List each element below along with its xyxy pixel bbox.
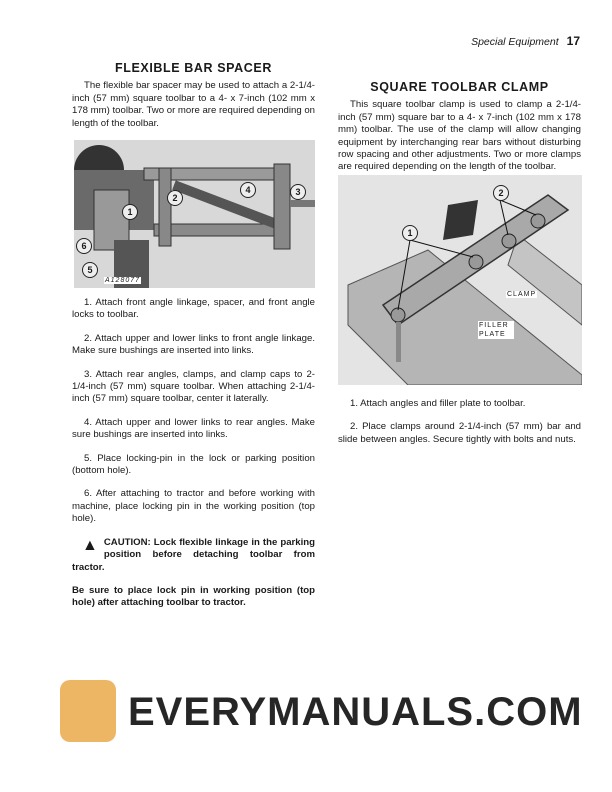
caution-text: CAUTION: Lock flexible linkage in the parking position before detaching toolbar from tractor. [72,536,315,573]
filler-plate-label: FILLER PLATE [478,321,514,339]
watermark: EVERYMANUALS.COM [128,690,583,734]
caution-note [72,537,315,574]
photo-code: A128077 [105,277,141,284]
clamp-illustration [338,175,582,385]
square-toolbar-clamp-photo [338,175,582,385]
warning-icon: ▲ [82,536,98,554]
page-header [471,34,580,48]
lock-pin-note: Be sure to place lock pin in working position (top hole) after attaching toolbar to tractor. [72,584,315,609]
step-3: 3. Attach rear angles, clamps, and clamp caps to 2-1/4-inch (57 mm) square toolbar. When attaching 2-1/4-inch (57 mm) square toolbar, center it laterally. [72,368,315,405]
step-6: 6. After attaching to tractor and before working with machine, place locking pin in the working position (top hole). [72,488,315,525]
step-1: 1. Attach angles and filler plate to toolbar. [350,398,526,409]
callout-1: 1 [402,225,418,241]
square-toolbar-clamp-section [338,81,581,185]
linkage-illustration [74,140,315,288]
page-number: 17 [566,34,580,48]
intro-text: The flexible bar spacer may be used to attach a 2-1/4-inch (57 mm) square toolbar to a 4- x 7-inch (102 mm x 178 mm) toolbar. Two or more are required depending on length of the toolbar. [72,80,316,129]
callout-6: 6 [76,238,92,254]
callout-5: 5 [82,262,98,278]
intro-text: This square toolbar clamp is used to clamp a 2-1/4-inch (57 mm) square bar to a 4- x 7-inch (102 mm x 178 mm) toolbar. The use of the clamp will allow changing equipment by interchanging rear bars without disturbing row spacing and other adjustments. Two or more clamps are required depending on the length of the toolbar. [338,99,581,173]
step-2: 2. Place clamps around 2-1/4-inch (57 mm) bar and slide between angles. Secure tightly with bolts and nuts. [338,421,581,445]
step-5: 5. Place locking-pin in the lock or parking position (bottom hole). [72,452,315,477]
watermark-logo [60,680,116,742]
clamp-instructions [338,398,581,457]
spacer-instructions [72,297,315,621]
flexible-bar-spacer-photo [74,140,315,288]
step-2: 2. Attach upper and lower links to front angle linkage. Make sure bushings are inserted into links. [72,332,315,357]
flexible-bar-spacer-section [72,62,315,141]
step-4: 4. Attach upper and lower links to rear angles. Make sure bushings are inserted into links. [72,416,315,441]
clamp-label: CLAMP [507,291,537,298]
callout-2: 2 [167,190,183,206]
section-title: Special Equipment [471,36,559,48]
callout-3: 3 [290,184,306,200]
callout-4: 4 [240,182,256,198]
step-1: 1. Attach front angle linkage, spacer, and front angle locks to toolbar. [72,297,315,321]
callout-2: 2 [493,185,509,201]
section-heading: SQUARE TOOLBAR CLAMP [370,80,549,94]
callout-1: 1 [122,204,138,220]
section-heading: FLEXIBLE BAR SPACER [114,61,272,75]
